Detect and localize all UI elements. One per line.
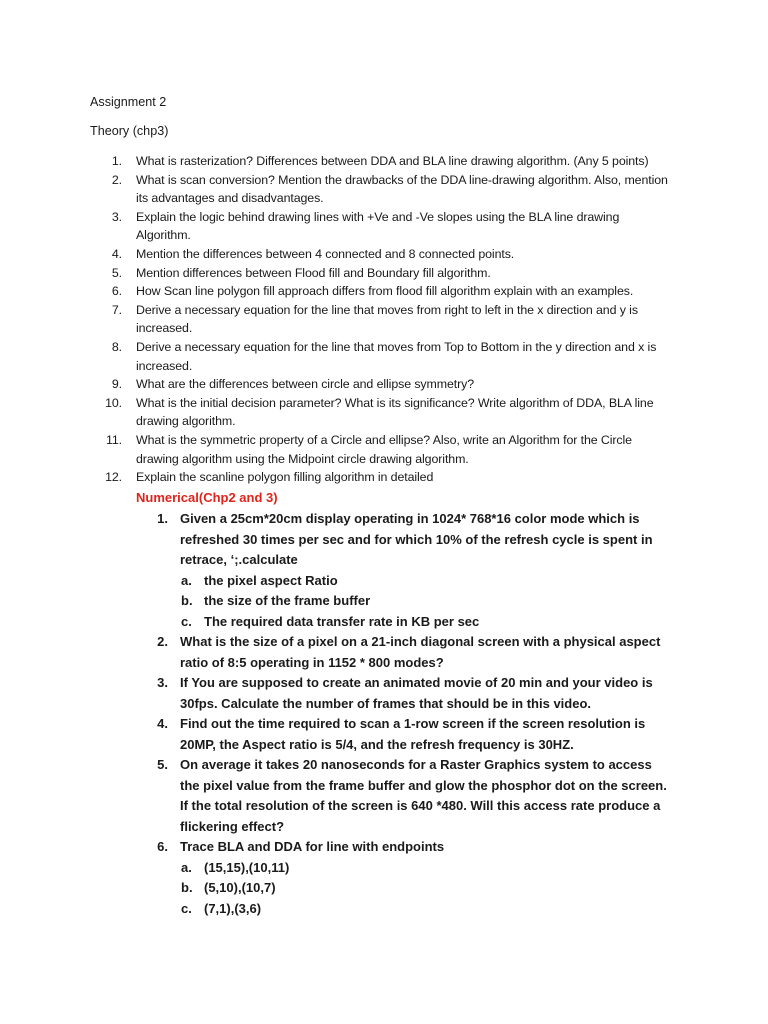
sub-question-letter: b. bbox=[181, 880, 193, 895]
sub-question bbox=[0, 899, 670, 920]
question-number: 11. bbox=[105, 432, 122, 447]
numerical-question bbox=[0, 673, 670, 714]
question-text: Derive a necessary equation for the line that moves from right to left in the x direction and y is increased. bbox=[136, 302, 638, 336]
question-number: 12. bbox=[105, 470, 122, 485]
sub-question-letter: c. bbox=[181, 900, 192, 916]
theory-question bbox=[0, 468, 676, 487]
question-text: What is the symmetric property of a Circle and ellipse? Also, write an Algorithm for the Circle drawing algorithm using the Midpoint circle drawing algorithm. bbox=[136, 432, 632, 466]
question-text: What is the initial decision parameter? What is its significance? Write algorithm of DDA, BLA line drawing algorithm. bbox=[136, 395, 654, 429]
numerical-question bbox=[0, 509, 670, 571]
question-number: 6. bbox=[111, 284, 122, 299]
theory-question bbox=[0, 171, 676, 208]
theory-question bbox=[0, 301, 676, 338]
question-number: 6. bbox=[157, 839, 168, 854]
theory-question bbox=[0, 208, 676, 245]
question-text: Trace BLA and DDA for line with endpoints bbox=[180, 839, 445, 854]
sub-question-text: (5,10),(10,7) bbox=[204, 880, 276, 895]
sub-question bbox=[0, 878, 670, 899]
question-number: 1. bbox=[111, 154, 122, 168]
question-number: 3. bbox=[157, 675, 168, 690]
question-text: Given a 25cm*20cm display operating in 1024* 768*16 color mode which is refreshed 30 times per sec and for which 10% of the refresh cycle is spent in retrace, ‘;.calculate bbox=[180, 511, 653, 567]
question-number: 5. bbox=[157, 757, 168, 772]
sub-question-letter: b. bbox=[181, 593, 193, 608]
question-text: If You are supposed to create an animated movie of 20 min and your video is 30fps. Calculate the number of frames that should be in this video. bbox=[180, 675, 653, 711]
question-text: Mention differences between Flood fill and Boundary fill algorithm. bbox=[136, 265, 491, 280]
question-number: 10. bbox=[105, 395, 122, 410]
sub-question bbox=[0, 591, 670, 612]
question-text: Find out the time required to scan a 1-row screen if the screen resolution is 20MP, the Aspect ratio is 5/4, and the refresh frequency is 30HZ. bbox=[180, 716, 646, 752]
question-number: 7. bbox=[111, 302, 122, 317]
question-text: How Scan line polygon fill approach differs from flood fill algorithm explain with an examples. bbox=[136, 284, 634, 299]
question-number: 4. bbox=[111, 246, 122, 261]
question-number: 2. bbox=[111, 172, 122, 187]
sub-question bbox=[0, 612, 670, 633]
theory-question bbox=[0, 264, 676, 283]
question-number: 9. bbox=[111, 377, 122, 392]
numerical-question bbox=[0, 632, 670, 673]
numerical-question bbox=[0, 714, 670, 755]
numerical-section-heading: Numerical(Chp2 and 3) bbox=[136, 490, 278, 505]
question-number: 3. bbox=[111, 209, 122, 224]
sub-question-letter: a. bbox=[181, 572, 192, 588]
question-text: On average it takes 20 nanoseconds for a Raster Graphics system to access the pixel value from the frame buffer and glow the phosphor dot on the screen. If the total resolution of the screen is 640 *480. Will this access rate produce a flickering effect? bbox=[180, 757, 667, 834]
sub-question-letter: a. bbox=[181, 859, 192, 875]
theory-question bbox=[0, 431, 676, 468]
question-text: What is the size of a pixel on a 21-inch diagonal screen with a physical aspect ratio of 8:5 operating in 1152 * 800 modes? bbox=[180, 634, 661, 670]
sub-question-text: The required data transfer rate in KB per sec bbox=[204, 613, 480, 629]
question-text: Derive a necessary equation for the line that moves from Top to Bottom in the y direction and x is increased. bbox=[136, 339, 657, 373]
question-number: 4. bbox=[157, 716, 168, 731]
question-text: Explain the scanline polygon filling algorithm in detailed bbox=[136, 470, 434, 485]
theory-question bbox=[0, 394, 676, 431]
question-number: 2. bbox=[157, 634, 168, 649]
question-text: What are the differences between circle and ellipse symmetry? bbox=[136, 377, 475, 392]
numerical-question bbox=[0, 755, 670, 837]
assignment-title: Assignment 2 bbox=[90, 95, 167, 109]
sub-question-text: (7,1),(3,6) bbox=[204, 900, 262, 916]
question-text: What is rasterization? Differences between DDA and BLA line drawing algorithm. (Any 5 points) bbox=[136, 154, 649, 168]
question-number: 8. bbox=[111, 339, 122, 354]
theory-question bbox=[0, 338, 676, 375]
theory-question-list bbox=[0, 152, 768, 487]
question-text: Mention the differences between 4 connected and 8 connected points. bbox=[136, 246, 515, 261]
sub-question bbox=[0, 858, 670, 879]
numerical-question-list bbox=[0, 509, 768, 919]
sub-question-text: the pixel aspect Ratio bbox=[204, 572, 338, 588]
sub-question bbox=[0, 571, 670, 592]
theory-question bbox=[0, 152, 676, 171]
theory-question bbox=[0, 375, 676, 394]
sub-question-text: the size of the frame buffer bbox=[204, 593, 371, 608]
theory-question bbox=[0, 282, 676, 301]
sub-question-letter: c. bbox=[181, 613, 192, 629]
theory-section-heading: Theory (chp3) bbox=[90, 124, 169, 138]
theory-question bbox=[0, 245, 676, 264]
numerical-question bbox=[0, 837, 670, 858]
question-text: Explain the logic behind drawing lines with +Ve and -Ve slopes using the BLA line drawing Algorithm. bbox=[136, 209, 620, 243]
question-text: What is scan conversion? Mention the drawbacks of the DDA line-drawing algorithm. Also, mention its advantages and disadvantages. bbox=[136, 172, 668, 206]
question-number: 5. bbox=[111, 265, 122, 280]
sub-question-text: (15,15),(10,11) bbox=[204, 859, 290, 875]
question-number: 1. bbox=[157, 511, 168, 526]
